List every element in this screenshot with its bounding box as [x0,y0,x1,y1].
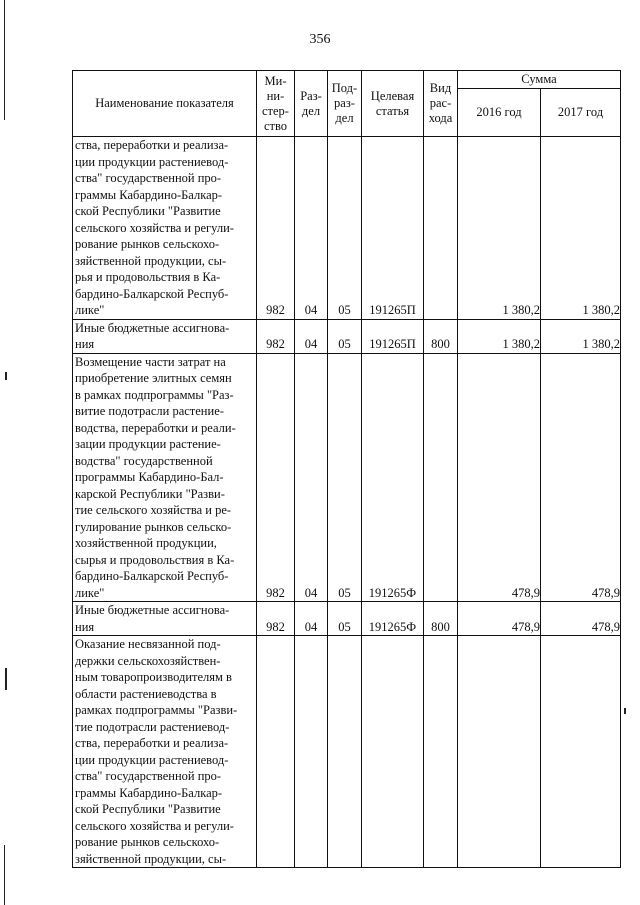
page-number: 356 [309,32,331,47]
header-target: Целевая статья [362,71,424,137]
header-year-2016: 2016 год [458,89,541,137]
section-cell: 04 [295,353,328,602]
amount-2017-cell: 478,9 [541,602,621,636]
amount-2017-cell: 1 380,2 [541,319,621,353]
row-name-cell: Иные бюджетные ассигнова- ния [73,319,257,353]
scan-margin-line [4,845,5,905]
amount-2017-cell: 478,9 [541,353,621,602]
row-name-cell: ства, переработки и реализа- ции продукции растениевод- ства" государственной про- граммы Кабардино-Балкар- ской Республики "Развитие сельского хозяйства и регули- рование рынков сельскохо- зяйственной продукции, сы- рья и продовольствия в Ка- бардино-Балкарской Респуб- лике" [73,137,257,320]
header-sum: Сумма [458,71,621,89]
expense-type-cell: 800 [424,602,458,636]
table-body [73,137,621,868]
ministry-cell: 982 [257,319,295,353]
expense-type-cell [424,353,458,602]
amount-2016-cell: 1 380,2 [458,319,541,353]
ministry-cell: 982 [257,137,295,320]
amount-2017-cell [541,636,621,868]
amount-2017-cell: 1 380,2 [541,137,621,320]
subsection-cell: 05 [328,353,362,602]
table-row [73,353,621,602]
section-cell: 04 [295,319,328,353]
amount-2016-cell: 478,9 [458,602,541,636]
target-cell: 191265П [362,319,424,353]
section-cell: 04 [295,137,328,320]
expense-type-cell [424,137,458,320]
section-cell: 04 [295,602,328,636]
table-row [73,602,621,636]
subsection-cell: 05 [328,602,362,636]
subsection-cell: 05 [328,319,362,353]
ministry-cell: 982 [257,602,295,636]
expense-type-cell: 800 [424,319,458,353]
scan-mark [5,372,7,380]
header-expense-type: Вид рас- хода [424,71,458,137]
budget-table [72,70,621,868]
ministry-cell [257,636,295,868]
subsection-cell [328,636,362,868]
header-year-2017: 2017 год [541,89,621,137]
row-name-cell: Возмещение части затрат на приобретение элитных семян в рамках подпрограммы "Раз- витие подотрасли растение- водства, переработки и реали- зации продукции растение- водства" государственной программы Кабардино-Бал- карской Республики "Разви- тие сельского хозяйства и ре- гулирование рынков сельско- хозяйственной продукции, сырья и продовольствия в Ка- бардино-Балкарской Респуб- лике" [73,353,257,602]
section-cell [295,636,328,868]
amount-2016-cell [458,636,541,868]
target-cell: 191265Ф [362,602,424,636]
header-subsection: Под- раз- дел [328,71,362,137]
table-row [73,137,621,320]
table-row [73,636,621,868]
amount-2016-cell: 1 380,2 [458,137,541,320]
target-cell [362,636,424,868]
table-header [73,71,621,137]
scan-mark [5,668,7,690]
header-ministry: Ми- ни- стер- ство [257,71,295,137]
expense-type-cell [424,636,458,868]
target-cell: 191265П [362,137,424,320]
amount-2016-cell: 478,9 [458,353,541,602]
table-row [73,319,621,353]
header-section: Раз- дел [295,71,328,137]
row-name-cell: Иные бюджетные ассигнова- ния [73,602,257,636]
row-name-cell: Оказание несвязанной под- держки сельскохозяйствен- ным товаропроизводителям в области растениеводства в рамках подпрограммы "Разви- тие подотрасли растениевод- ства, переработки и реализа- ции продукции растениевод- ства" государственной про- граммы Кабардино-Балкар- ской Республики "Развитие сельского хозяйства и регули- рование рынков сельскохо- зяйственной продукции, сы- [73,636,257,868]
ministry-cell: 982 [257,353,295,602]
scan-margin-line [4,0,5,120]
scan-mark [624,708,626,714]
subsection-cell: 05 [328,137,362,320]
target-cell: 191265Ф [362,353,424,602]
header-name: Наименование показателя [73,71,257,137]
